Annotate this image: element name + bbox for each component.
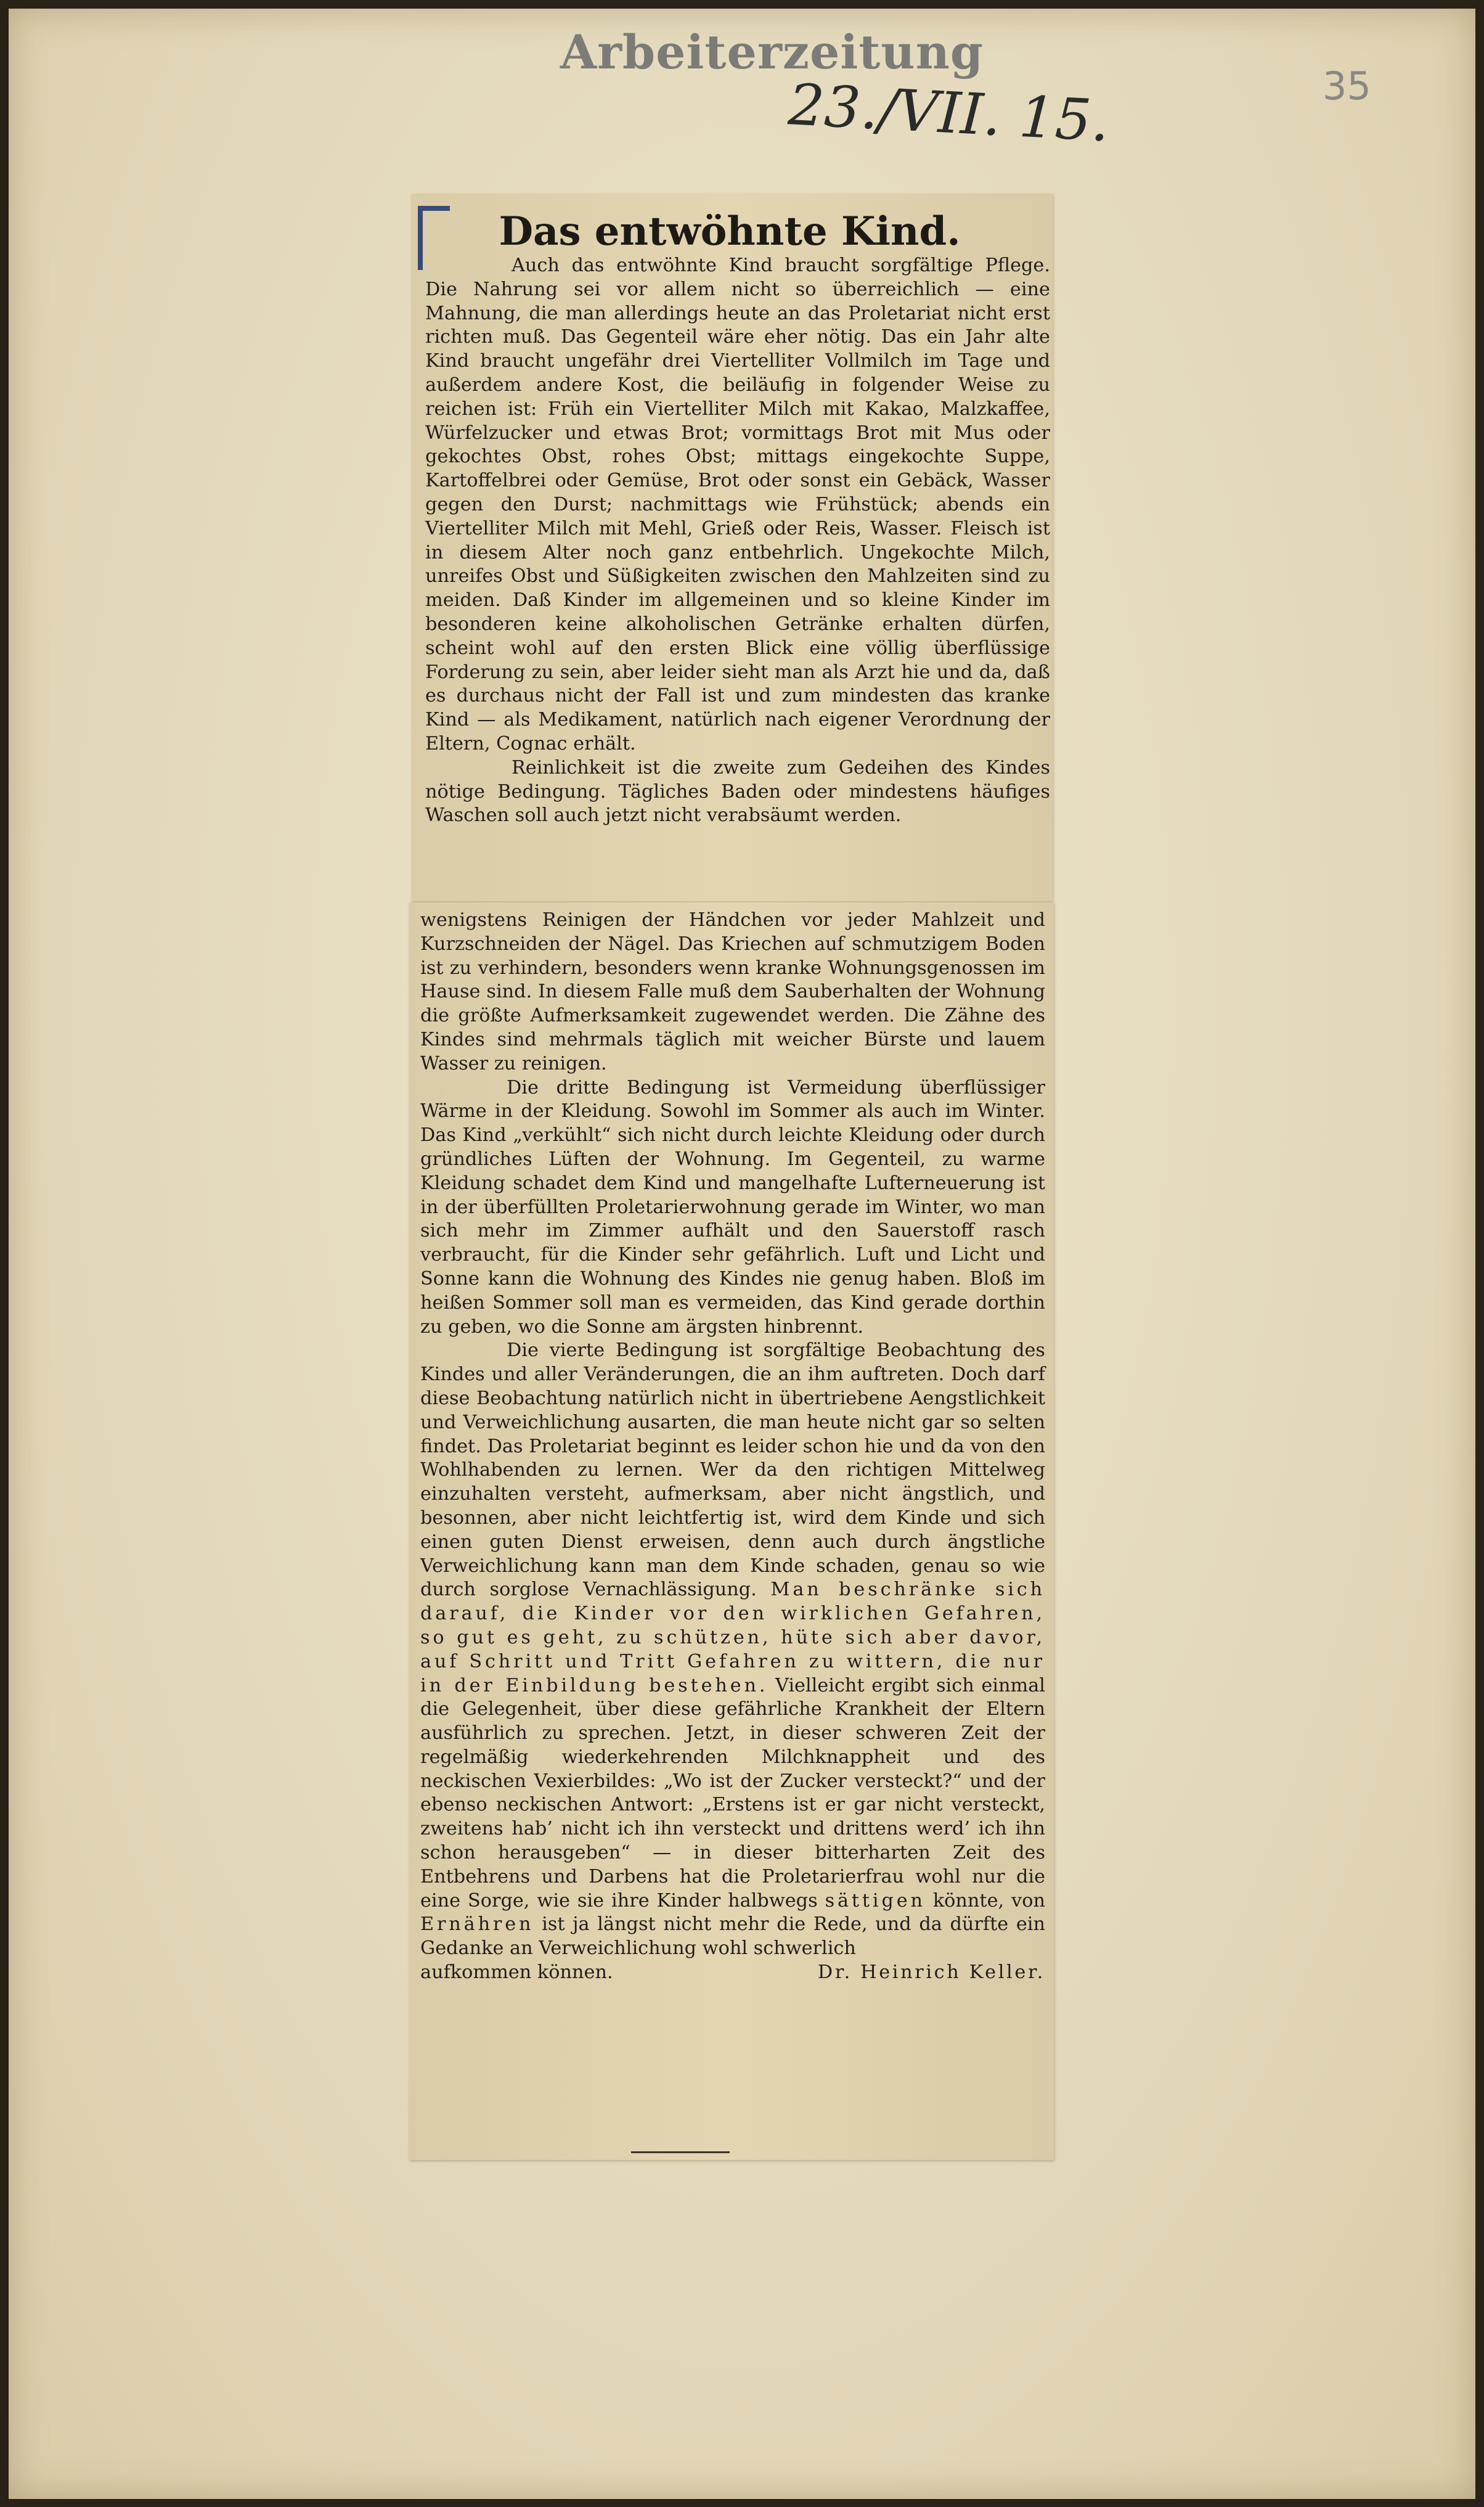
article-column-2 [420,909,1045,1985]
observation-text-a: Die vierte Bedingung ist sorgfältige Beobachtung des Kindes und aller Veränderungen, die an ihm auftreten. Doch darf diese Beobachtung natürlich nicht in übertriebene Aengstlichkeit und Verweichlichung ausarten, die man heute nicht gar so selten findet. Das Proletariat beginnt es leider schon hie und da von den Wohlhabenden zu lernen. Wer da den richtigen Mittelweg einzuhalten versteht, aufmerksam, aber nicht ängstlich, und besonnen, aber nicht leichtfertig ist, wird dem Kinde und sich einen guten Dienst erweisen, denn auch durch ängstliche Verweichlichung kann man dem Kinde schaden, genau so wie durch sorglose Vernachlässigung. [420,1339,1045,1601]
closing-text: aufkommen können. [420,1961,613,1984]
archive-sheet [9,9,1475,2499]
handwritten-date: 23./VII. 15. [786,72,1111,155]
observation-text-d: ist ja längst nicht mehr die Rede, und da dürfte ein Gedanke an Verweichlichung wohl schwerlich [420,1913,1045,1960]
author-signature: Dr. Heinrich Keller. [817,1961,1045,1984]
paragraph-cleanliness: Reinlichkeit ist die zweite zum Gedeihen des Kindes nötige Bedingung. Tägliches Baden oder mindestens häufiges Waschen soll auch jetzt nicht verabsäumt werden. [425,756,1050,827]
paragraph-observation [420,1339,1045,1961]
newspaper-stamp: Arbeiterzeitung [560,25,984,80]
observation-spaced-word-2: Ernähren [420,1913,534,1936]
observation-spaced-text: Man beschränke sich darauf, die Kinder vor den wirklichen Gefahren, so gut es geht, zu schützen, hüte sich aber davor, auf Schritt und Tritt Gefahren zu wittern, die nur in der Einbildung bestehen. [420,1579,1045,1696]
observation-spaced-word-1: sättigen [825,1889,926,1912]
page-number: 35 [1323,63,1371,108]
paragraph-clothing: Die dritte Bedingung ist Vermeidung überflüssiger Wärme in der Kleidung. Sowohl im Sommer als auch im Winter. Das Kind „verkühlt“ sich nicht durch leichte Kleidung oder durch gründliches Lüften der Wohnung. Im Gegenteil, zu warme Kleidung schadet dem Kind und mangelhafte Lufterneuerung ist in der überfüllten Proletarierwohnung gerade im Winter, wo man sich mehr im Zimmer aufhält und den Sauerstoff rasch verbraucht, für die Kinder sehr gefährlich. Luft und Licht und Sonne kann die Wohnung des Kindes nie genug haben. Bloß im heißen Sommer soll man es vermeiden, das Kind gerade dorthin zu geben, wo die Sonne am ärgsten hinbrennt. [420,1076,1045,1338]
observation-text-c: könnte, von [932,1889,1045,1912]
closing-line [420,1961,1045,1985]
closing-rule [631,2151,730,2153]
paragraph-cleanliness-continued: wenigstens Reinigen der Händchen vor jeder Mahlzeit und Kurzschneiden der Nägel. Das Kriechen auf schmutzigem Boden ist zu verhindern, besonders wenn kranke Wohnungsgenossen im Hause sind. In diesem Falle muß dem Sauberhalten der Wohnung die größte Aufmerksamkeit zugewendet werden. Die Zähne des Kindes sind mehrmals täglich mit weicher Bürste und lauem Wasser zu reinigen. [420,909,1045,1074]
paragraph-nutrition: Auch das entwöhnte Kind braucht sorgfältige Pflege. Die Nahrung sei vor allem nicht so überreichlich — eine Mahnung, die man allerdings heute an das Proletariat nicht erst richten muß. Das Gegenteil wäre eher nötig. Das ein Jahr alte Kind braucht ungefähr drei Viertelliter Vollmilch im Tage und außerdem andere Kost, die beiläufig in folgender Weise zu reichen ist: Früh ein Viertelliter Milch mit Kakao, Malzkaffee, Würfelzucker und etwas Brot; vormittags Brot mit Mus oder gekochtes Obst, rohes Obst; mittags eingekochte Suppe, Kartoffelbrei oder Gemüse, Brot oder sonst ein Gebäck, Wasser gegen den Durst; nachmittags wie Frühstück; abends ein Viertelliter Milch mit Mehl, Grieß oder Reis, Wasser. Fleisch ist in diesem Alter noch ganz entbehrlich. Ungekochte Milch, unreifes Obst und Süßigkeiten zwischen den Mahlzeiten sind zu meiden. Daß Kinder im allgemeinen und so kleine Kinder im besonderen keine alkoholischen Getränke erhalten dürfen, scheint wohl auf den ersten Blick eine völlig überflüssige Forderung zu sein, aber leider sieht man als Arzt hie und da, daß es durchaus nicht der Fall ist und zum mindesten das kranke Kind — als Medikament, natürlich nach eigener Verordnung der Eltern, Cognac erhält. [425,255,1050,755]
article-title: Das entwöhnte Kind. [499,208,961,255]
observation-text-b: Vielleicht ergibt sich einmal die Gelegenheit, über diese gefährliche Krankheit der Eltern ausführlich zu sprechen. Jetzt, in dieser schweren Zeit der regelmäßig wiederkehrenden Milchknappheit und des neckischen Vexierbildes: „Wo ist der Zucker versteckt?“ und der ebenso neckischen Antwort: „Erstens ist er gar nicht versteckt, zweitens hab’ nicht ich ihn versteckt und drittens werd’ ich ihn schon herausgeben“ — in dieser bitterharten Zeit des Entbehrens und Darbens hat die Proletarierfrau wohl nur die eine Sorge, wie sie ihre Kinder halbwegs [420,1674,1045,1912]
article-column-1 [425,254,1050,828]
